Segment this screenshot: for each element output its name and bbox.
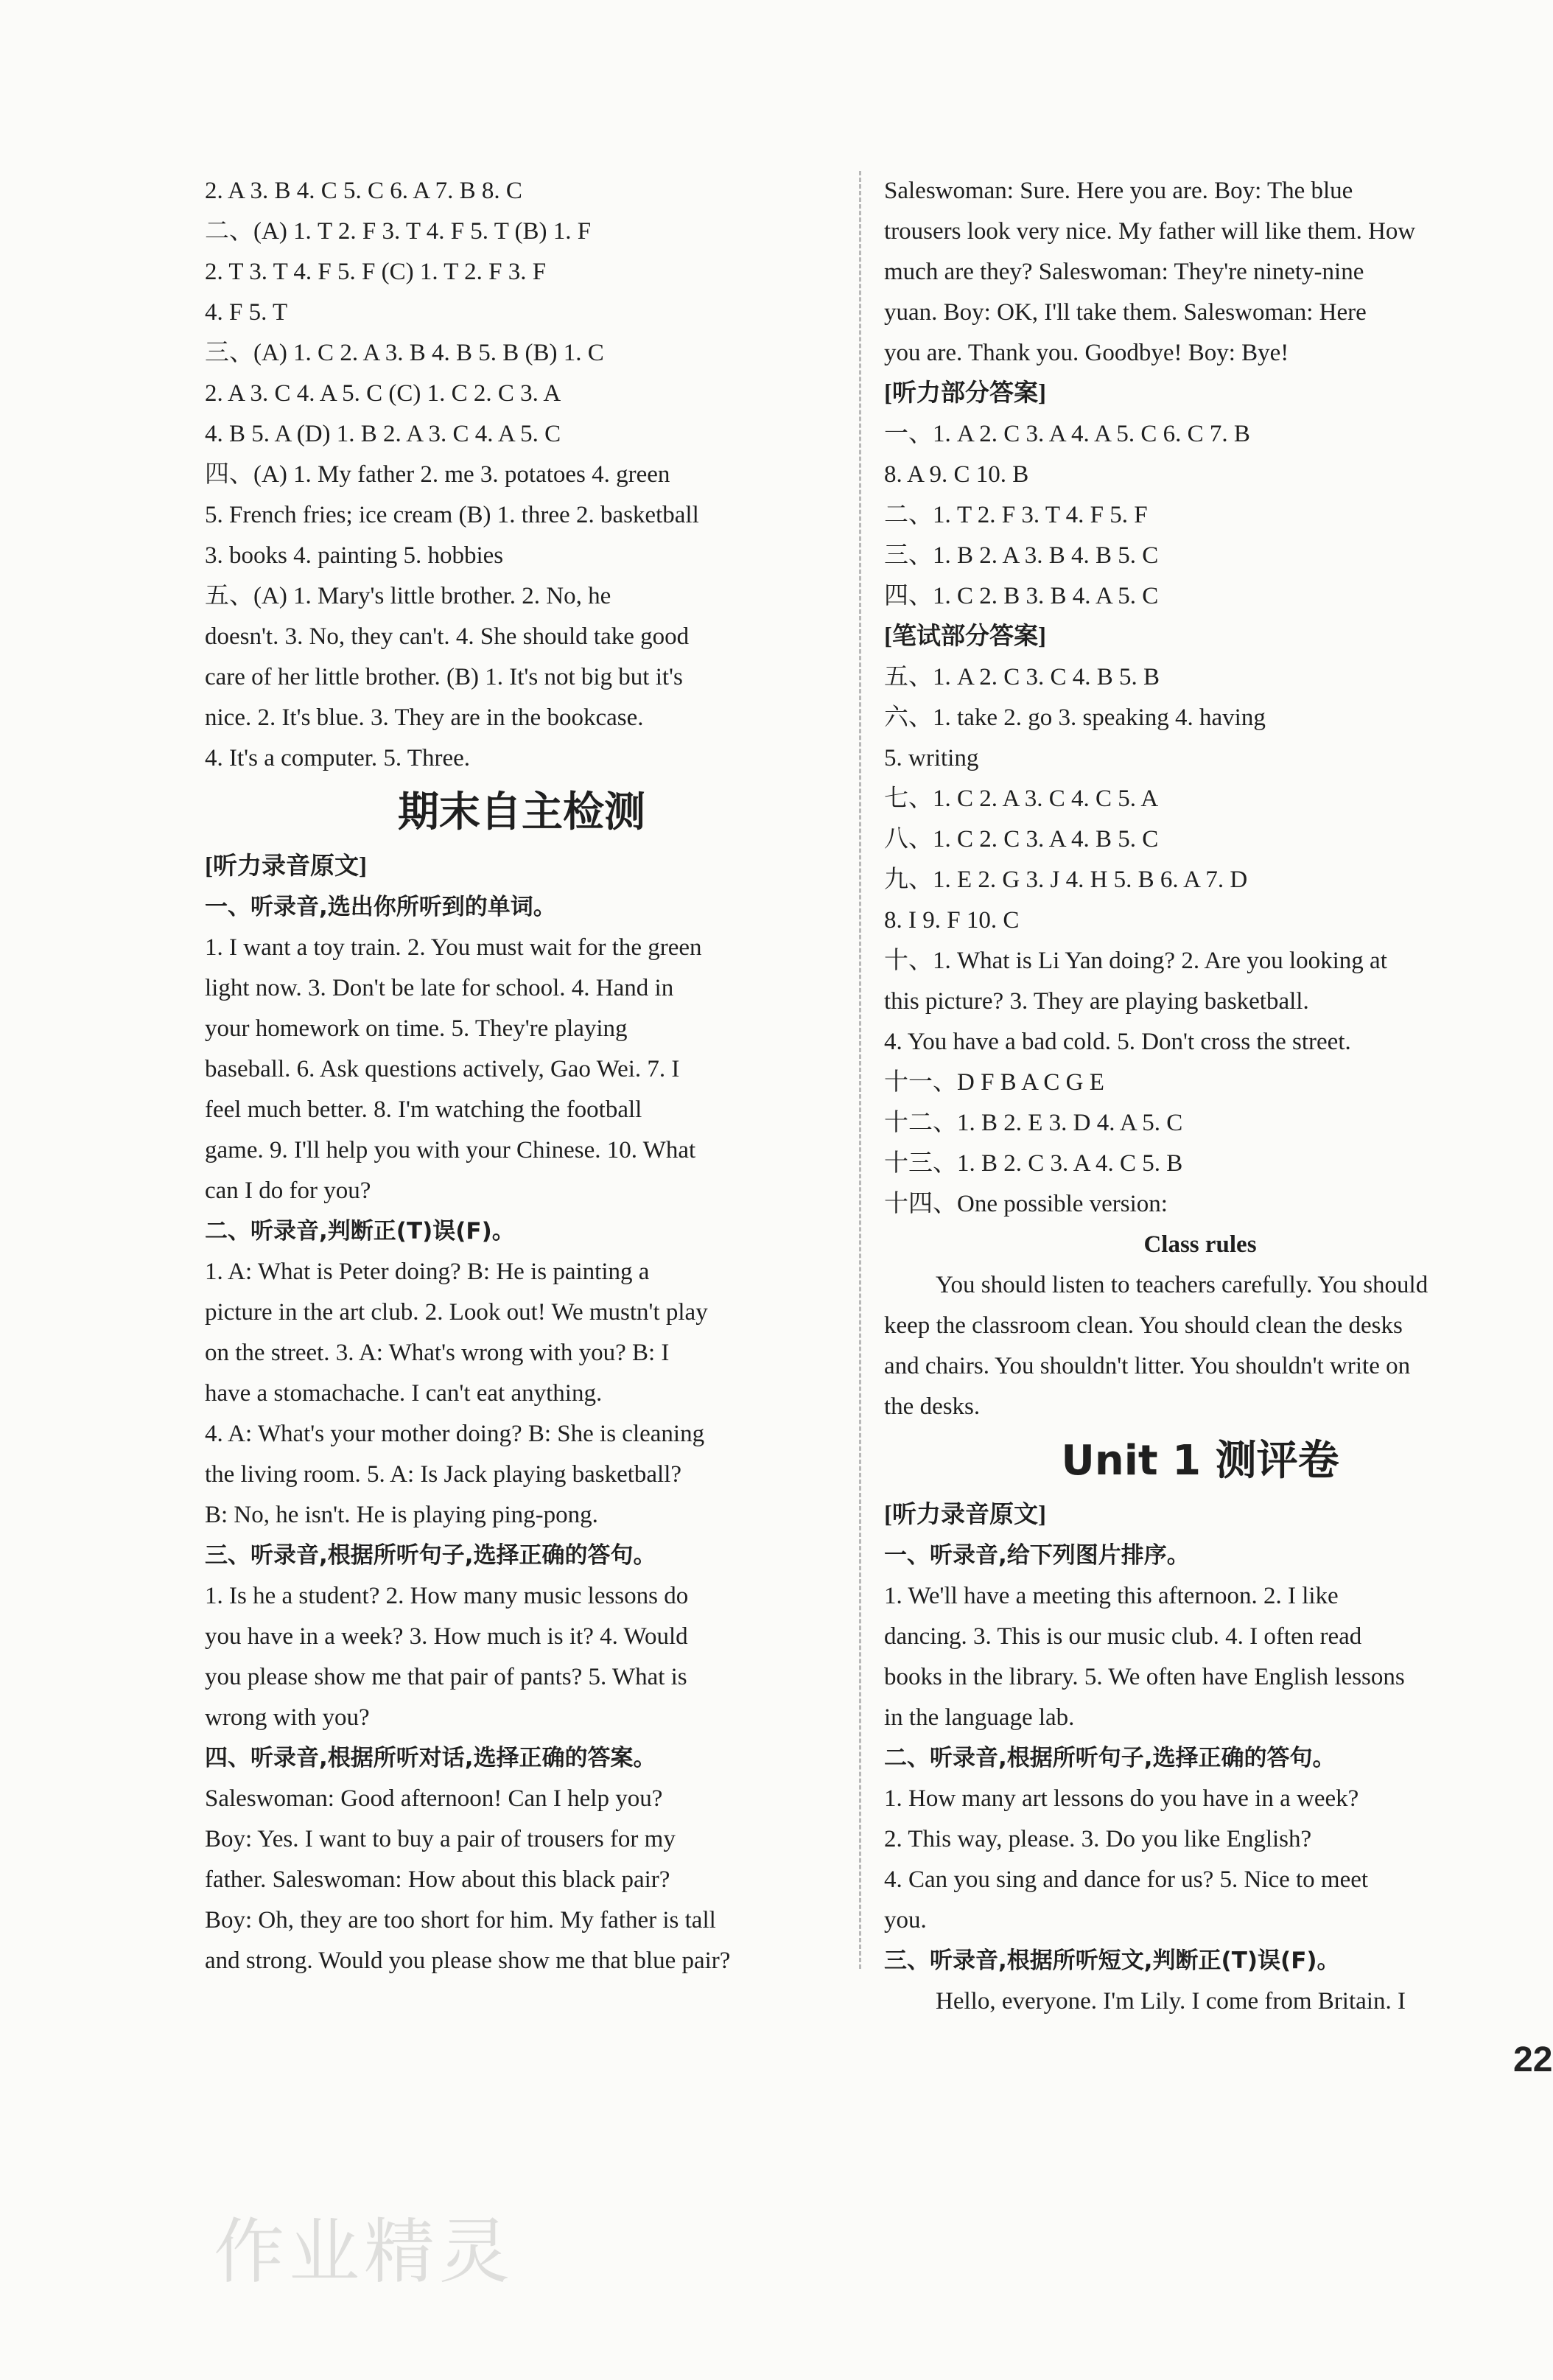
text-line: 1. Is he a student? 2. How many music lessons do <box>205 1583 689 1609</box>
subsection-heading: [听力录音原文] <box>205 853 367 880</box>
text-line: this picture? 3. They are playing basketball. <box>884 988 1309 1015</box>
text-line: Saleswoman: Good afternoon! Can I help you? <box>205 1785 663 1812</box>
text-line: 1. I want a toy train. 2. You must wait for the green <box>205 934 702 961</box>
text-line: trousers look very nice. My father will like them. How <box>884 218 1416 245</box>
text-line: 四、1. C 2. B 3. B 4. A 5. C <box>884 583 1159 609</box>
text-line: you. <box>884 1907 927 1933</box>
text-line: 2. A 3. B 4. C 5. C 6. A 7. B 8. C <box>205 178 522 204</box>
subsection-heading: [笔试部分答案] <box>884 623 1046 650</box>
text-line: you have in a week? 3. How much is it? 4. Would <box>205 1623 688 1650</box>
text-line: 七、1. C 2. A 3. C 4. C 5. A <box>884 785 1159 812</box>
text-line: 1. We'll have a meeting this afternoon. 2. I like <box>884 1583 1339 1609</box>
text-line: the living room. 5. A: Is Jack playing basketball? <box>205 1461 682 1488</box>
text-line: doesn't. 3. No, they can't. 4. She should take good <box>205 623 690 650</box>
text-line: 2. T 3. T 4. F 5. F (C) 1. T 2. F 3. F <box>205 259 547 285</box>
section-title: Unit 1 测评卷 <box>1061 1437 1339 1485</box>
text-line: light now. 3. Don't be late for school. 4. Hand in <box>205 975 674 1001</box>
text-line: 三、(A) 1. C 2. A 3. B 4. B 5. B (B) 1. C <box>205 340 604 366</box>
text-line: 五、(A) 1. Mary's little brother. 2. No, he <box>205 583 611 609</box>
text-line: baseball. 6. Ask questions actively, Gao Wei. 7. I <box>205 1056 680 1082</box>
text-line: 4. F 5. T <box>205 299 288 326</box>
text-line: 十、1. What is Li Yan doing? 2. Are you looking at <box>884 948 1387 974</box>
text-line: you please show me that pair of pants? 5. What is <box>205 1664 687 1690</box>
text-line: keep the classroom clean. You should clean the desks <box>884 1312 1403 1339</box>
left-column <box>205 171 838 1981</box>
text-line: books in the library. 5. We often have English lessons <box>884 1664 1405 1690</box>
text-line: 一、1. A 2. C 3. A 4. A 5. C 6. C 7. B <box>884 421 1250 447</box>
text-line: wrong with you? <box>205 1704 370 1731</box>
text-line: 二、1. T 2. F 3. T 4. F 5. F <box>884 502 1148 528</box>
text-line: much are they? Saleswoman: They're ninety-nine <box>884 259 1364 285</box>
text-line: 2. This way, please. 3. Do you like English? <box>884 1826 1312 1852</box>
question-heading: 二、听录音,判断正(T)误(F)。 <box>205 1218 515 1245</box>
text-line: picture in the art club. 2. Look out! We mustn't play <box>205 1299 708 1326</box>
text-line: 十四、One possible version: <box>884 1191 1168 1217</box>
text-line: you are. Thank you. Goodbye! Boy: Bye! <box>884 340 1289 366</box>
text-line: Class rules <box>1143 1231 1257 1258</box>
text-line: 8. A 9. C 10. B <box>884 461 1029 488</box>
text-line: Boy: Oh, they are too short for him. My father is tall <box>205 1907 716 1933</box>
text-line: 九、1. E 2. G 3. J 4. H 5. B 6. A 7. D <box>884 867 1248 893</box>
text-line: 十三、1. B 2. C 3. A 4. C 5. B <box>884 1150 1183 1177</box>
text-line: 八、1. C 2. C 3. A 4. B 5. C <box>884 826 1159 853</box>
text-line: and chairs. You shouldn't litter. You shouldn't write on <box>884 1353 1411 1379</box>
text-line: Boy: Yes. I want to buy a pair of trousers for my <box>205 1826 676 1852</box>
subsection-heading: [听力录音原文] <box>884 1502 1046 1528</box>
text-line: 4. Can you sing and dance for us? 5. Nice to meet <box>884 1866 1369 1893</box>
question-heading: 三、听录音,根据所听短文,判断正(T)误(F)。 <box>884 1947 1340 1974</box>
text-line: 2. A 3. C 4. A 5. C (C) 1. C 2. C 3. A <box>205 380 561 407</box>
subsection-heading: [听力部分答案] <box>884 380 1046 407</box>
question-heading: 三、听录音,根据所听句子,选择正确的答句。 <box>205 1542 656 1569</box>
text-line: 十二、1. B 2. E 3. D 4. A 5. C <box>884 1110 1183 1136</box>
text-line: yuan. Boy: OK, I'll take them. Saleswoman: Here <box>884 299 1367 326</box>
right-column <box>884 171 1516 2022</box>
text-line: 1. A: What is Peter doing? B: He is painting a <box>205 1259 650 1285</box>
text-line: feel much better. 8. I'm watching the football <box>205 1096 642 1123</box>
text-line: 三、1. B 2. A 3. B 4. B 5. C <box>884 542 1159 569</box>
text-line: 二、(A) 1. T 2. F 3. T 4. F 5. T (B) 1. F <box>205 218 592 245</box>
text-line: have a stomachache. I can't eat anything. <box>205 1380 603 1407</box>
text-line: 1. How many art lessons do you have in a week? <box>884 1785 1359 1812</box>
text-line: Saleswoman: Sure. Here you are. Boy: The blue <box>884 178 1353 204</box>
text-line: 4. You have a bad cold. 5. Don't cross the street. <box>884 1029 1351 1055</box>
text-line: 8. I 9. F 10. C <box>884 907 1020 934</box>
column-divider <box>859 171 861 1969</box>
text-line: You should listen to teachers carefully. You should <box>936 1272 1428 1298</box>
text-line: and strong. Would you please show me that blue pair? <box>205 1947 731 1974</box>
text-line: game. 9. I'll help you with your Chinese. 10. What <box>205 1137 696 1163</box>
text-line: Hello, everyone. I'm Lily. I come from Britain. I <box>936 1988 1406 2015</box>
text-line: dancing. 3. This is our music club. 4. I often read <box>884 1623 1362 1650</box>
text-line: nice. 2. It's blue. 3. They are in the bookcase. <box>205 704 644 731</box>
text-line: B: No, he isn't. He is playing ping-pong. <box>205 1502 598 1528</box>
text-line: your homework on time. 5. They're playing <box>205 1015 628 1042</box>
page-number: 22 <box>1513 2040 1553 2079</box>
text-line: 4. It's a computer. 5. Three. <box>205 745 470 771</box>
text-line: 3. books 4. painting 5. hobbies <box>205 542 504 569</box>
question-heading: 二、听录音,根据所听句子,选择正确的答句。 <box>884 1745 1336 1771</box>
text-line: 六、1. take 2. go 3. speaking 4. having <box>884 704 1266 731</box>
text-line: in the language lab. <box>884 1704 1075 1731</box>
question-heading: 四、听录音,根据所听对话,选择正确的答案。 <box>205 1745 656 1771</box>
text-line: can I do for you? <box>205 1177 371 1204</box>
text-line: 5. French fries; ice cream (B) 1. three 2. basketball <box>205 502 699 528</box>
text-line: on the street. 3. A: What's wrong with you? B: I <box>205 1340 670 1366</box>
text-line: 4. A: What's your mother doing? B: She is cleaning <box>205 1421 705 1447</box>
question-heading: 一、听录音,选出你所听到的单词。 <box>205 894 556 920</box>
text-line: father. Saleswoman: How about this black pair? <box>205 1866 670 1893</box>
section-title: 期末自主检测 <box>398 788 645 836</box>
question-heading: 一、听录音,给下列图片排序。 <box>884 1542 1190 1569</box>
text-line: 四、(A) 1. My father 2. me 3. potatoes 4. green <box>205 461 670 488</box>
text-line: the desks. <box>884 1393 981 1420</box>
watermark-logo: 作业精灵 <box>214 2211 514 2293</box>
text-line: care of her little brother. (B) 1. It's not big but it's <box>205 664 683 690</box>
text-line: 4. B 5. A (D) 1. B 2. A 3. C 4. A 5. C <box>205 421 561 447</box>
text-line: 5. writing <box>884 745 979 771</box>
text-line: 五、1. A 2. C 3. C 4. B 5. B <box>884 664 1160 690</box>
text-line: 十一、D F B A C G E <box>884 1069 1104 1096</box>
